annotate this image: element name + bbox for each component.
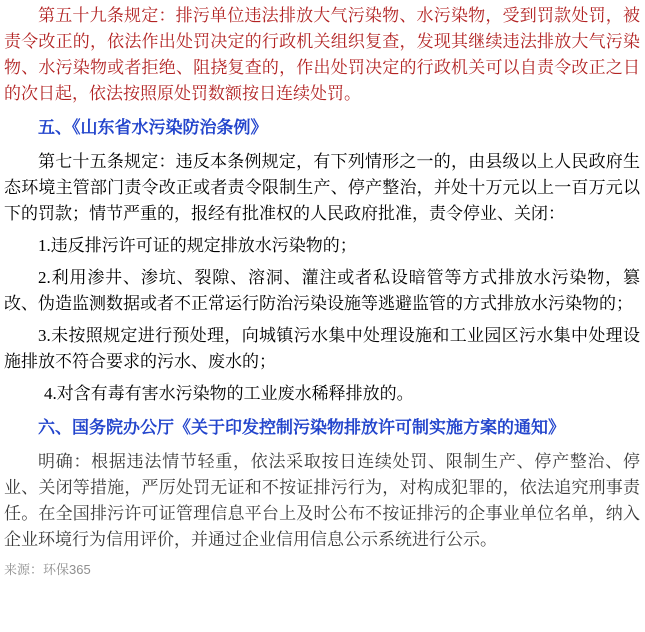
violation-item-3: 3.未按照规定进行预处理，向城镇污水集中处理设施和工业园区污水集中处理设施排放不符合要求的污水、废水的； [4, 326, 640, 371]
section-heading-state-council-notice: 六、国务院办公厅《关于印发控制污染物排放许可制实施方案的通知》 [38, 418, 565, 437]
para-article-59: 第五十九条规定：排污单位违法排放大气污染物、水污染物，受到罚款处罚，被责令改正的，依法作出处罚决定的行政机关组织复查，发现其继续违法排放大气污染物、水污染物或者拒绝、阻挠复查的，作出处罚决定的行政机关可以自责令改正之日的次日起，依法按照原处罚数额按日连续处罚。 [4, 6, 640, 103]
violation-item-4: 4.对含有毒有害水污染物的工业废水稀释排放的。 [43, 384, 414, 403]
para-article-75: 第七十五条规定：违反本条例规定，有下列情形之一的，由县级以上人民政府生态环境主管部门责令改正或者责令限制生产、停产整治，并处十万元以上一百万元以下的罚款；情节严重的，报经有批准权的人民政府批准，责令停业、关闭： [4, 152, 640, 223]
source-label: 来源：环保365 [4, 562, 91, 577]
para-mingque: 明确：根据违法情节轻重，依法采取按日连续处罚、限制生产、停产整治、停业、关闭等措施，严厉处罚无证和不按证排污行为，对构成犯罪的，依法追究刑事责任。在全国排污许可证管理信息平台上及时公布不按证排污的企事业单位名单，纳入企业环境行为信用评价，并通过企业信用信息公示系统进行公示。 [4, 452, 640, 549]
section-heading-shandong-regulation: 五、《山东省水污染防治条例》 [38, 118, 268, 137]
violation-item-2: 2.利用渗井、渗坑、裂隙、溶洞、灌注或者私设暗管等方式排放水污染物，篡改、伪造监测数据或者不正常运行防治污染设施等逃避监管的方式排放水污染物的； [4, 268, 640, 313]
violation-item-1: 1.违反排污许可证的规定排放水污染物的； [38, 236, 357, 255]
